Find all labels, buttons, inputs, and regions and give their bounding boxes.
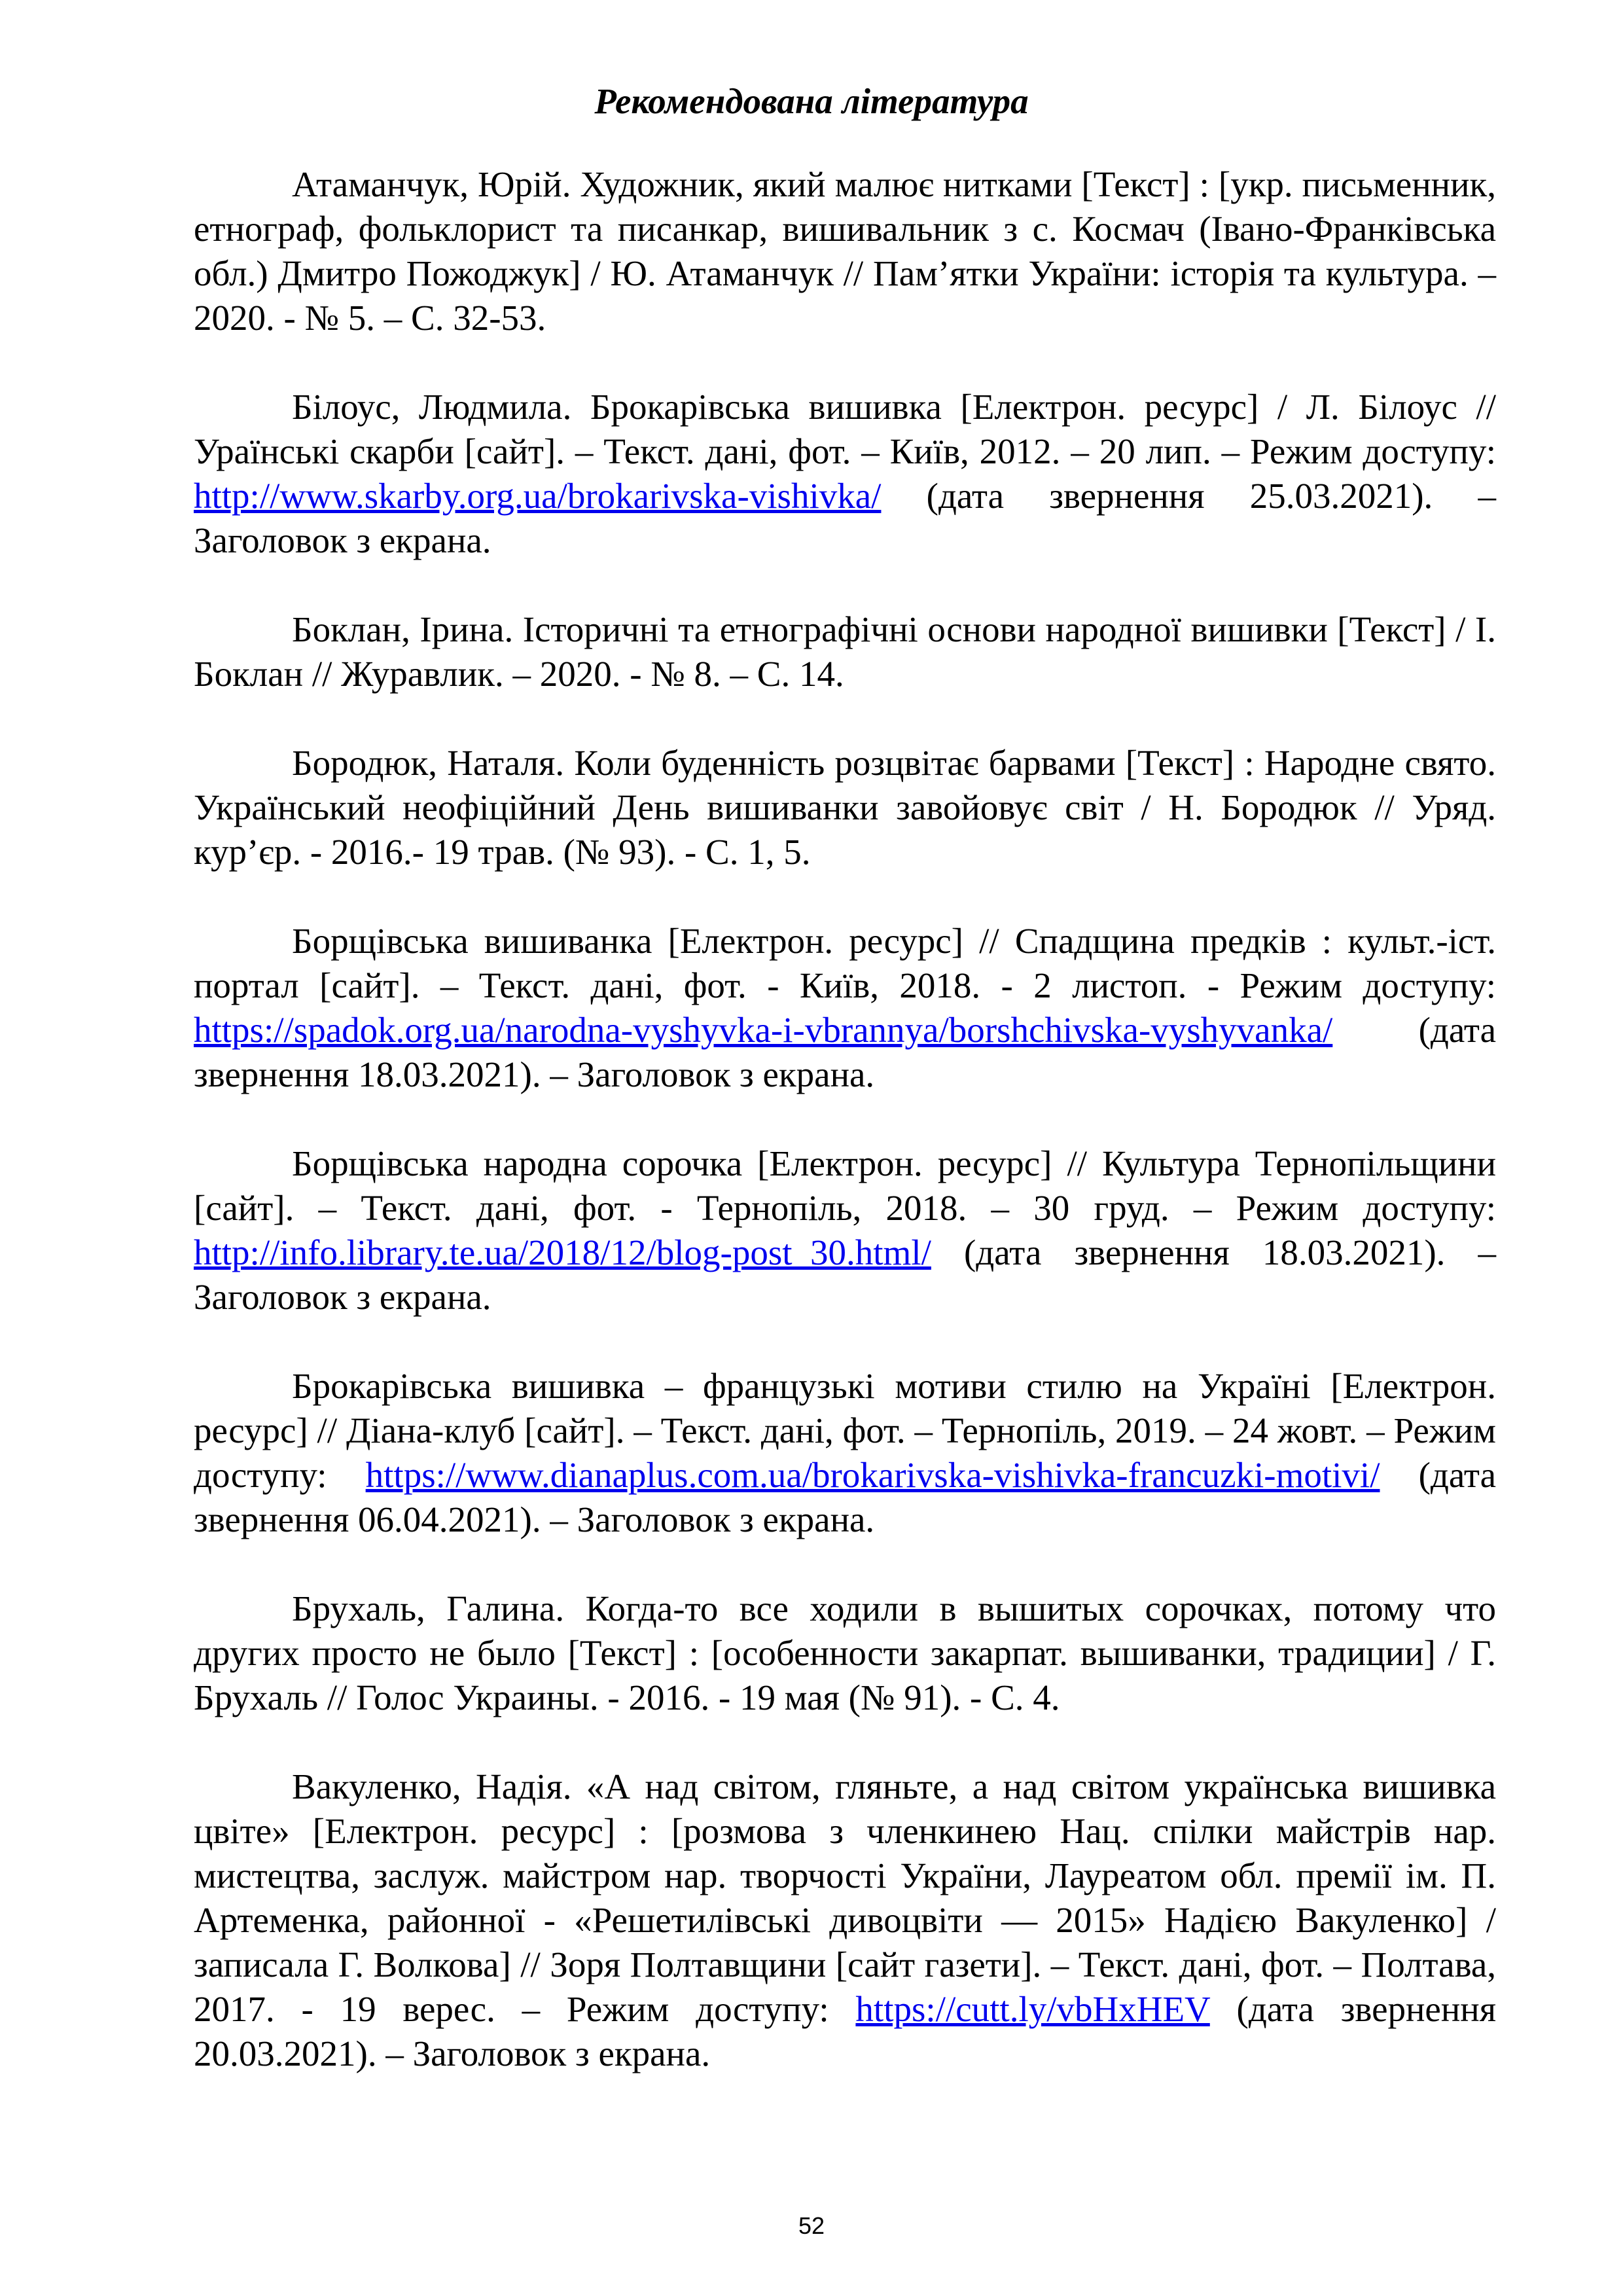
- bibliography-entry: [194, 1141, 1496, 1319]
- entry-text: Брокарівська вишивка – французькі мотиви стилю на Україні [Електрон. ресурс] // Діана-клуб [сайт]. – Текст. дані, фот. – Тернопіль, 2019. – 24 жовт. – Режим доступу:: [194, 1366, 1496, 1495]
- bibliography-entry: [194, 1364, 1496, 1542]
- entry-text-after: (дата звернення 25.03.2021). – Заголовок з екрана.: [194, 476, 1496, 560]
- entry-text-after: (дата звернення 18.03.2021). – Заголовок з екрана.: [194, 1232, 1496, 1317]
- entry-text-after: (дата звернення 18.03.2021). – Заголовок з екрана.: [194, 1010, 1496, 1094]
- bibliography-entry: [194, 919, 1496, 1097]
- page-title: Рекомендована література: [594, 81, 1029, 121]
- bibliography-list: [194, 162, 1496, 2121]
- page-number: 52: [798, 2212, 825, 2239]
- entry-text: Борщівська вишиванка [Електрон. ресурс] // Спадщина предків : культ.-іст. портал [сайт]. – Текст. дані, фот. - Київ, 2018. - 2 листоп. - Режим доступу:: [194, 921, 1496, 1005]
- entry-link[interactable]: http://info.library.te.ua/2018/12/blog-post_30.html/: [194, 1232, 931, 1272]
- entry-link[interactable]: https://cutt.ly/vbHxHEV: [855, 1989, 1210, 2029]
- entry-text-after: (дата звернення 06.04.2021). – Заголовок з екрана.: [194, 1455, 1496, 1539]
- entry-link[interactable]: https://www.dianaplus.com.ua/brokarivska-vishivka-francuzki-motivi/: [365, 1455, 1380, 1495]
- entry-text: Борщівська народна сорочка [Електрон. ресурс] // Культура Тернопільщини [сайт]. – Текст. дані, фот. - Тернопіль, 2018. – 30 груд. – Режим доступу:: [194, 1143, 1496, 1228]
- entry-link[interactable]: http://www.skarby.org.ua/brokarivska-vishivka/: [194, 476, 882, 516]
- bibliography-entry: [194, 162, 1496, 340]
- bibliography-entry: [194, 741, 1496, 874]
- entry-text: Білоус, Людмила. Брокарівська вишивка [Електрон. ресурс] / Л. Білоус //Ураїнські скарби [сайт]. – Текст. дані, фот. – Київ, 2012. – 20 лип. – Режим доступу:: [194, 387, 1496, 471]
- entry-text-after: (дата звернення 20.03.2021). – Заголовок з екрана.: [194, 1989, 1496, 2073]
- entry-text: Вакуленко, Надія. «А над світом, гляньте, а над світом українська вишивка цвіте» [Електрон. ресурс] : [розмова з членкинею Нац. спілки майстрів нар. мистецтва, заслуж. майстром нар. творчості України, Лауреатом обл. премії ім. П. Артеменка, районної - «Решетилівські дивоцвіти — 2015» Надією Вакуленко] / записала Г. Волкова] // Зоря Полтавщини [сайт газети]. – Текст. дані, фот. – Полтава, 2017. - 19 верес. – Режим доступу:: [194, 1767, 1496, 2029]
- bibliography-entry: [194, 1765, 1496, 2076]
- entry-text: Боклан, Ірина. Історичні та етнографічні основи народної вишивки [Текст] / І. Боклан // Журавлик. – 2020. - № 8. – С. 14.: [194, 609, 1496, 694]
- entry-text: Бородюк, Наталя. Коли буденність розцвітає барвами [Текст] : Народне свято. Український неофіційний День вишиванки завойовує світ / Н. Бородюк // Уряд. кур’єр. - 2016.- 19 трав. (№ 93). - С. 1, 5.: [194, 743, 1496, 872]
- entry-link[interactable]: https://spadok.org.ua/narodna-vyshyvka-i-vbrannya/borshchivska-vyshyvanka/: [194, 1010, 1333, 1050]
- bibliography-entry: [194, 385, 1496, 563]
- entry-text: Атаманчук, Юрій. Художник, який малює нитками [Текст] : [укр. письменник, етнограф, фольклорист та писанкар, вишивальник з с. Космач (Івано-Франківська обл.) Дмитро Пожоджук] / Ю. Атаманчук // Пам’ятки України: історія та культура. – 2020. - № 5. – С. 32-53.: [194, 164, 1496, 338]
- bibliography-entry: [194, 607, 1496, 696]
- entry-text: Брухаль, Галина. Когда-то все ходили в вышитых сорочках, потому что других просто не было [Текст] : [особенности закарпат. вышиванки, традиции] / Г. Брухаль // Голос Украины. - 2016. - 19 мая (№ 91). - С. 4.: [194, 1588, 1496, 1717]
- bibliography-entry: [194, 1587, 1496, 1720]
